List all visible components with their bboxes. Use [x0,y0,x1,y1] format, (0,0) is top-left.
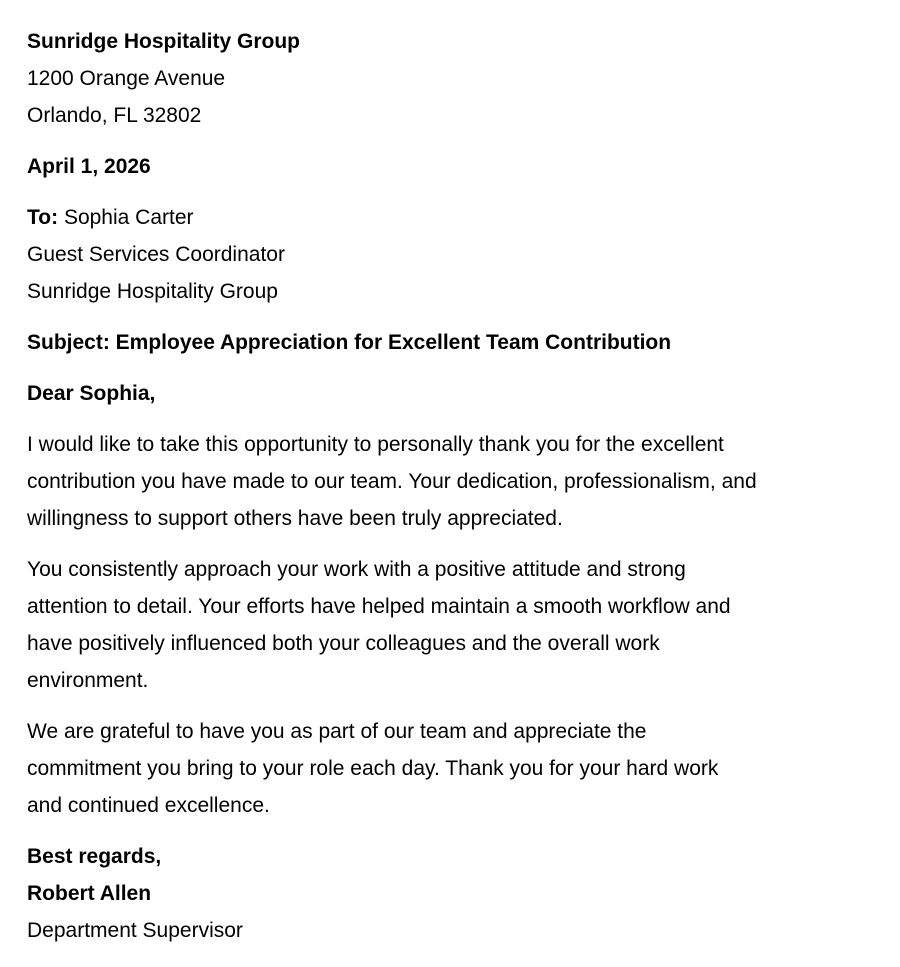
letter-date: April 1, 2026 [27,155,151,178]
recipient-block [27,199,880,310]
salutation-block [27,375,880,412]
closing-title: Department Supervisor [27,919,243,942]
date-block [27,148,880,185]
body-line: and continued excellence. [27,794,270,817]
body-line: environment. [27,669,149,692]
sender-address-line1: 1200 Orange Avenue [27,67,226,90]
body-line: contribution you have made to our team. Your dedication, professionalism, and [27,470,757,493]
closing-signoff: Best regards, [27,845,162,868]
recipient-label: To: [27,206,59,229]
body-paragraph [27,713,880,824]
body-line: willingness to support others have been truly appreciated. [27,507,563,530]
recipient-name: Sophia Carter [63,206,194,229]
sender-address-line2: Orlando, FL 32802 [27,104,202,127]
closing-name: Robert Allen [27,882,152,905]
subject-line: Subject: Employee Appreciation for Excellent Team Contribution [27,331,672,354]
salutation: Dear Sophia, [27,382,156,405]
body-line: have positively influenced both your colleagues and the overall work [27,632,660,655]
body-line: commitment you bring to your role each day. Thank you for your hard work [27,757,719,780]
recipient-title: Guest Services Coordinator [27,243,285,266]
body-line: We are grateful to have you as part of our team and appreciate the [27,720,647,743]
body-line: attention to detail. Your efforts have helped maintain a smooth workflow and [27,595,731,618]
body-line: I would like to take this opportunity to personally thank you for the excellent [27,433,724,456]
sender-block [27,23,880,134]
closing-block [27,838,880,949]
body-paragraph [27,426,880,537]
body-paragraph [27,551,880,699]
recipient-company: Sunridge Hospitality Group [27,280,278,303]
sender-company: Sunridge Hospitality Group [27,30,301,53]
letter-body [27,426,880,824]
subject-block [27,324,880,361]
recipient-line [27,199,880,236]
body-line: You consistently approach your work with a positive attitude and strong [27,558,686,581]
